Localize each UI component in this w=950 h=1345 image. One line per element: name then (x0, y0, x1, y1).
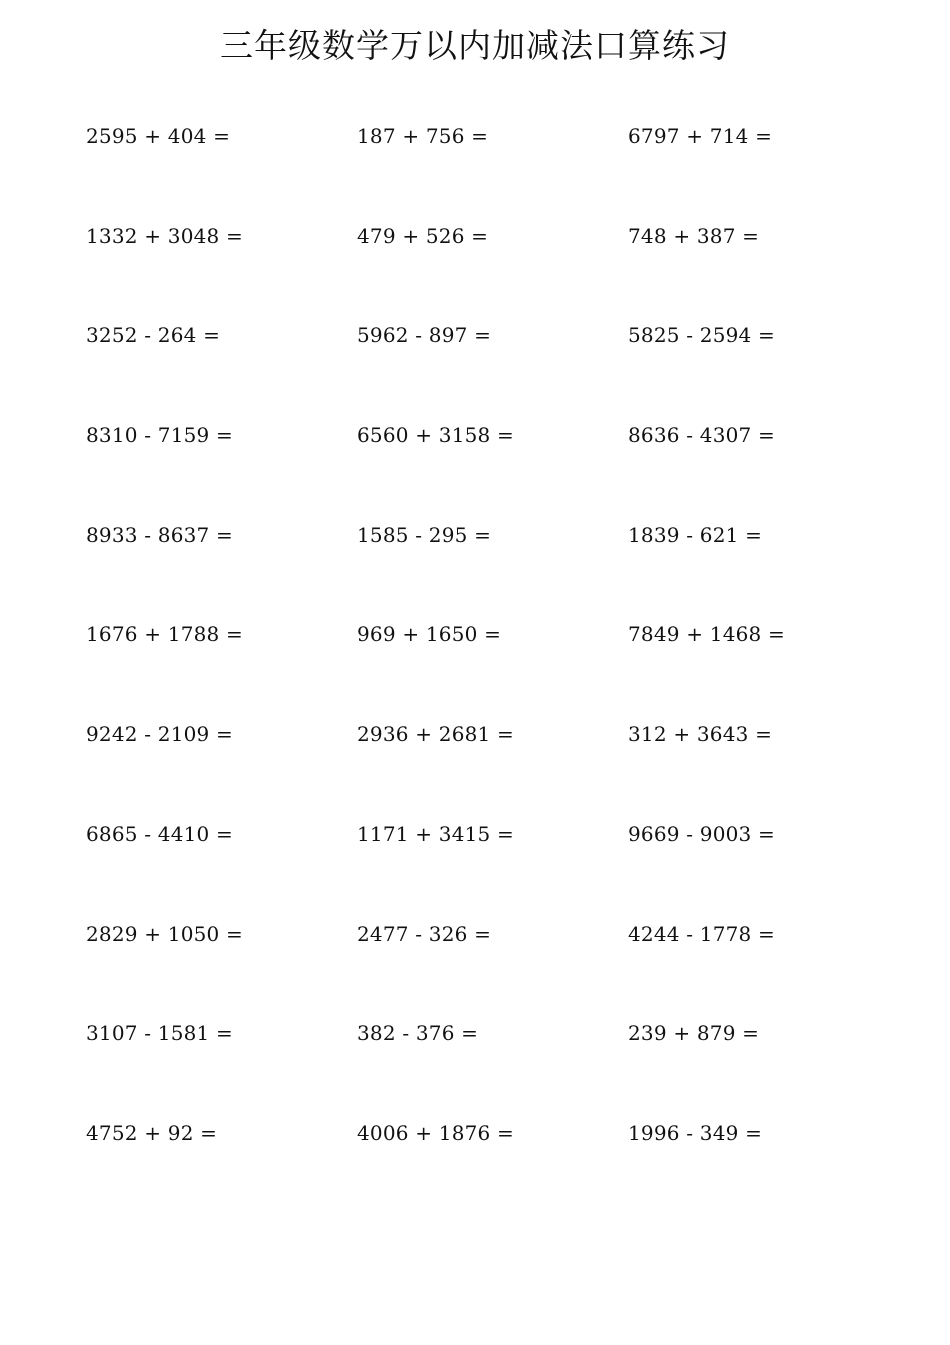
problem-item: 6560 + 3158 = (357, 423, 514, 448)
problem-item: 748 + 387 = (628, 223, 760, 248)
problem-item: 2936 + 2681 = (357, 722, 514, 747)
problem-item: 6865 - 4410 = (86, 821, 233, 846)
problem-grid (86, 122, 886, 1219)
problem-item: 7849 + 1468 = (628, 622, 785, 647)
problem-item: 8933 - 8637 = (86, 522, 233, 547)
problem-item: 9669 - 9003 = (628, 821, 775, 846)
problem-item: 1676 + 1788 = (86, 622, 243, 647)
problem-item: 2477 - 326 = (357, 921, 492, 946)
problem-item: 1996 - 349 = (628, 1120, 763, 1145)
problem-item: 479 + 526 = (357, 223, 489, 248)
problem-item: 382 - 376 = (357, 1021, 479, 1046)
problem-item: 1332 + 3048 = (86, 223, 243, 248)
problem-item: 6797 + 714 = (628, 124, 773, 148)
problem-item: 8636 - 4307 = (628, 423, 775, 448)
problem-item: 9242 - 2109 = (86, 722, 233, 747)
problem-item: 3107 - 1581 = (86, 1021, 233, 1046)
problem-item: 969 + 1650 = (357, 622, 502, 647)
problem-item: 4006 + 1876 = (357, 1120, 514, 1145)
problem-item: 2595 + 404 = (86, 124, 231, 148)
problem-item: 1585 - 295 = (357, 522, 492, 547)
problem-item: 2829 + 1050 = (86, 921, 243, 946)
problem-item: 1171 + 3415 = (357, 821, 514, 846)
problem-item: 239 + 879 = (628, 1021, 760, 1046)
problem-item: 1839 - 621 = (628, 522, 763, 547)
page-title: 三年级数学万以内加减法口算练习 (220, 26, 730, 65)
problem-item: 5825 - 2594 = (628, 323, 775, 348)
problem-item: 312 + 3643 = (628, 722, 773, 747)
problem-item: 5962 - 897 = (357, 323, 492, 348)
problem-item: 187 + 756 = (357, 124, 489, 148)
problem-item: 4244 - 1778 = (628, 921, 775, 946)
problem-item: 8310 - 7159 = (86, 423, 233, 448)
problem-item: 3252 - 264 = (86, 323, 221, 348)
problem-item: 4752 + 92 = (86, 1120, 218, 1145)
